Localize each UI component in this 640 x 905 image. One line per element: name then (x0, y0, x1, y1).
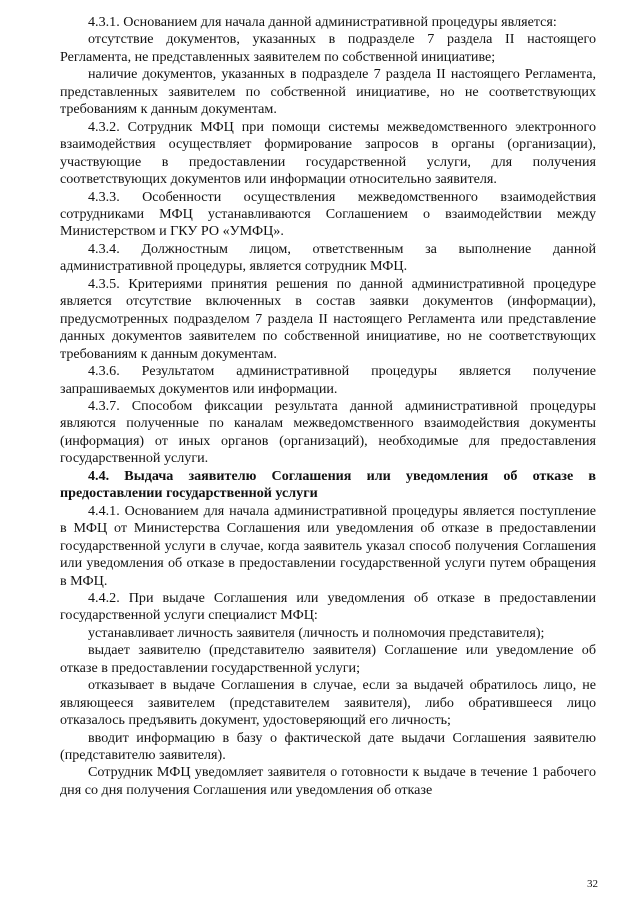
paragraph-list-item: наличие документов, указанных в подразделе 7 раздела II настоящего Регламента, представленных заявителем по собственной инициативе, но не соответствующих требованиям к данным документам. (60, 66, 596, 118)
paragraph-4-3-4: 4.3.4. Должностным лицом, ответственным за выполнение данной административной процедуры, является сотрудник МФЦ. (60, 240, 596, 275)
paragraph-4-3-3: 4.3.3. Особенности осуществления межведомственного взаимодействия сотрудниками МФЦ устанавливаются Соглашением о взаимодействии между Министерством и ГКУ РО «УМФЦ». (60, 188, 596, 240)
paragraph-list-item: устанавливает личность заявителя (личность и полномочия представителя); (88, 624, 545, 641)
paragraph-4-3-1: 4.3.1. Основанием для начала данной административной процедуры является: (88, 14, 557, 30)
paragraph-4-4-1: 4.4.1. Основанием для начала административной процедуры является поступление в МФЦ от Министерства Соглашения или уведомления об отказе в предоставлении государственной услуги в случае, когда заявитель указал способ получения Соглашения или уведомления об отказе в предоставлении государственной услуги путем обращения в МФЦ. (60, 502, 596, 589)
paragraph-list-item: отсутствие документов, указанных в подразделе 7 раздела II настоящего Регламента, не представленных заявителем по собственной инициативе; (60, 31, 596, 65)
paragraph-4-3-6: 4.3.6. Результатом административной процедуры является получение запрашиваемых документов или информации. (60, 363, 596, 397)
paragraph-4-3-7: 4.3.7. Способом фиксации результата данной административной процедуры являются полученные по каналам межведомственного взаимодействия документы (информация) от иных органов (организаций), необходимые для предоставления государственной услуги. (60, 397, 596, 467)
paragraph-4-3-5: 4.3.5. Критериями принятия решения по данной административной процедуре является отсутствие включенных в состав заявки документов (информации), предусмотренных подразделом 7 раздела II настоящего Регламента или представление данных документов заявителем по собственной инициативе, но не соответствующих требованиям к данным документам. (60, 275, 596, 362)
document-body (60, 14, 596, 799)
paragraph-4-4-2: 4.4.2. При выдаче Соглашения или уведомления об отказе в предоставлении государственной услуги специалист МФЦ: (60, 589, 596, 624)
paragraph-list-item: выдает заявителю (представителю заявителя) Соглашение или уведомление об отказе в предоставлении государственной услуги; (60, 642, 596, 676)
section-heading-4-4: 4.4. Выдача заявителю Соглашения или уведомления об отказе в предоставлении государственной услуги (60, 467, 596, 502)
paragraph-notification: Сотрудник МФЦ уведомляет заявителя о готовности к выдаче в течение 1 рабочего дня со дня получения Соглашения или уведомления об отказе (60, 764, 596, 798)
paragraph-list-item: отказывает в выдаче Соглашения в случае, если за выдачей обратилось лицо, не являющееся заявителем (представителем заявителя), либо обратившееся лицо отказалось предъявить документ, удостоверяющий его личность; (60, 677, 596, 729)
paragraph-4-3-2: 4.3.2. Сотрудник МФЦ при помощи системы межведомственного электронного взаимодействия осуществляет формирование запросов в органы (организации), участвующие в предоставлении государственной услуги, для получения соответствующих документов или информации относительно заявителя. (60, 118, 596, 188)
paragraph-list-item: вводит информацию в базу о фактической дате выдачи Соглашения заявителю (представителю заявителя). (60, 729, 596, 764)
page-number: 32 (587, 878, 598, 890)
